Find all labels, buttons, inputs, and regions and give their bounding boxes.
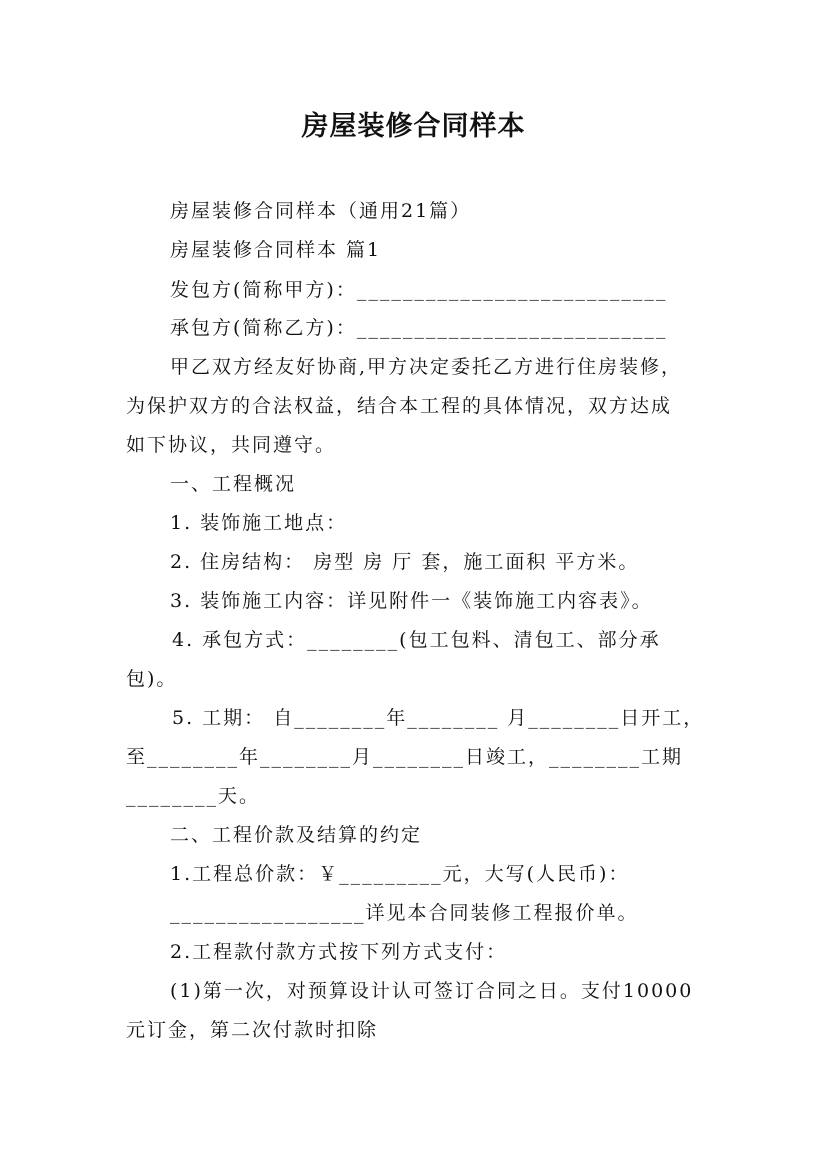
body-line: 如下协议，共同遵守。 — [126, 434, 337, 456]
clause-line: 包)。 — [126, 668, 178, 690]
clause-line: 5. 工期： 自________年________ 月________日开工， — [172, 707, 705, 729]
body-line: 甲乙双方经友好协商,甲方决定委托乙方进行住房装修， — [170, 356, 683, 378]
party-a-line: 发包方(简称甲方)：___________________________ — [170, 279, 668, 301]
section-heading-line: 二、工程价款及结算的约定 — [170, 824, 423, 846]
clause-line: 至________年________月________日竣工，________工期 — [126, 746, 684, 768]
clause-line: 元订金，第二次付款时扣除 — [126, 1019, 379, 1041]
clause-line: _________________详见本合同装修工程报价单。 — [170, 902, 639, 924]
clause-line: (1)第一次，对预算设计认可签订合同之日。支付10000 — [170, 980, 694, 1002]
clause-line: 1.工程总价款：￥_________元，大写(人民币)： — [170, 863, 630, 885]
body-line: 为保护双方的合法权益，结合本工程的具体情况，双方达成 — [126, 395, 673, 417]
section-heading-line: 房屋装修合同样本 篇1 — [170, 239, 382, 261]
section-heading-line: 一、工程概况 — [170, 473, 297, 495]
clause-line: 3. 装饰施工内容：详见附件一《装饰施工内容表》。 — [170, 590, 653, 612]
clause-line: 2. 住房结构： 房型 房 厅 套，施工面积 平方米。 — [170, 551, 640, 573]
clause-line: 4. 承包方式：________(包工包料、清包工、部分承 — [172, 629, 661, 651]
party-b-line: 承包方(简称乙方)：___________________________ — [170, 317, 668, 339]
subtitle-line: 房屋装修合同样本（通用21篇） — [170, 200, 472, 222]
document-title: 房屋装修合同样本 — [301, 111, 526, 142]
clause-line: 2.工程款付款方式按下列方式支付： — [170, 941, 508, 963]
clause-line: ________天。 — [126, 785, 261, 807]
clause-line: 1. 装饰施工地点： — [170, 512, 348, 534]
